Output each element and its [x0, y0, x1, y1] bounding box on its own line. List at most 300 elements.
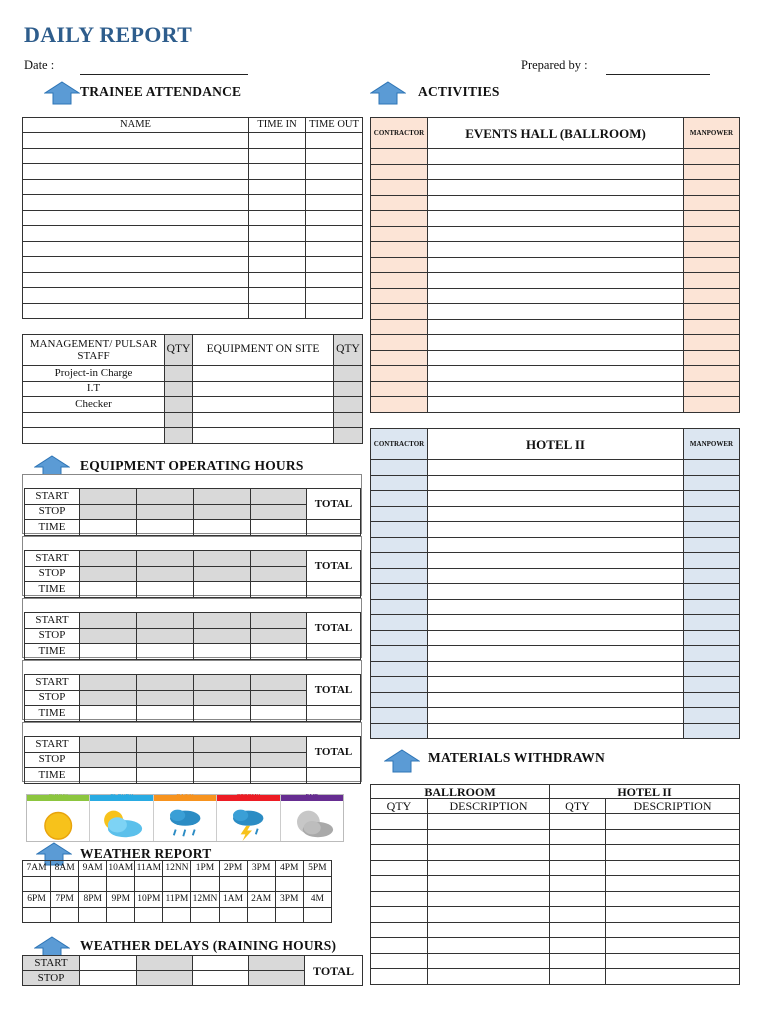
entry-cell[interactable]	[23, 288, 249, 304]
hour-cell[interactable]	[193, 956, 249, 971]
manpower-cell[interactable]	[684, 164, 740, 180]
entry-cell[interactable]	[249, 288, 306, 304]
equipment-cell[interactable]	[193, 428, 334, 444]
weather-entry-cell[interactable]	[219, 908, 247, 923]
material-entry-cell[interactable]	[550, 922, 606, 938]
hour-cell[interactable]	[137, 628, 194, 644]
activity-cell[interactable]	[428, 506, 684, 522]
hour-cell[interactable]	[251, 520, 307, 536]
activity-cell[interactable]	[428, 475, 684, 491]
contractor-cell[interactable]	[371, 630, 428, 646]
qty-cell[interactable]	[165, 412, 193, 428]
hour-cell[interactable]	[80, 644, 137, 660]
activity-cell[interactable]	[428, 630, 684, 646]
entry-cell[interactable]	[249, 272, 306, 288]
contractor-cell[interactable]	[371, 397, 428, 413]
manpower-cell[interactable]	[684, 630, 740, 646]
hour-cell[interactable]	[194, 752, 251, 768]
hour-cell[interactable]	[251, 752, 307, 768]
material-entry-cell[interactable]	[371, 922, 428, 938]
material-entry-cell[interactable]	[371, 845, 428, 861]
manpower-cell[interactable]	[684, 242, 740, 258]
manpower-cell[interactable]	[684, 335, 740, 351]
material-entry-cell[interactable]	[428, 891, 550, 907]
manpower-cell[interactable]	[684, 692, 740, 708]
manpower-cell[interactable]	[684, 381, 740, 397]
material-entry-cell[interactable]	[428, 814, 550, 830]
hour-cell[interactable]	[194, 613, 251, 629]
manpower-cell[interactable]	[684, 537, 740, 553]
contractor-cell[interactable]	[371, 350, 428, 366]
hour-cell[interactable]	[251, 504, 307, 520]
entry-cell[interactable]	[306, 241, 363, 257]
hour-cell[interactable]	[137, 690, 194, 706]
contractor-cell[interactable]	[371, 211, 428, 227]
contractor-cell[interactable]	[371, 180, 428, 196]
hour-cell[interactable]	[251, 644, 307, 660]
contractor-cell[interactable]	[371, 692, 428, 708]
material-entry-cell[interactable]	[371, 814, 428, 830]
weather-entry-cell[interactable]	[275, 877, 303, 892]
activity-cell[interactable]	[428, 397, 684, 413]
contractor-cell[interactable]	[371, 553, 428, 569]
hour-cell[interactable]	[137, 520, 194, 536]
weather-entry-cell[interactable]	[51, 908, 79, 923]
hour-cell[interactable]	[193, 971, 249, 986]
hour-cell[interactable]	[80, 690, 137, 706]
activity-cell[interactable]	[428, 242, 684, 258]
activity-cell[interactable]	[428, 180, 684, 196]
hour-cell[interactable]	[194, 706, 251, 722]
entry-cell[interactable]	[306, 195, 363, 211]
material-entry-cell[interactable]	[606, 876, 740, 892]
material-entry-cell[interactable]	[550, 938, 606, 954]
entry-cell[interactable]	[249, 164, 306, 180]
material-entry-cell[interactable]	[606, 860, 740, 876]
manpower-cell[interactable]	[684, 319, 740, 335]
manpower-cell[interactable]	[684, 646, 740, 662]
activity-cell[interactable]	[428, 288, 684, 304]
activity-cell[interactable]	[428, 257, 684, 273]
entry-cell[interactable]	[23, 148, 249, 164]
activity-cell[interactable]	[428, 319, 684, 335]
material-entry-cell[interactable]	[550, 969, 606, 985]
weather-entry-cell[interactable]	[219, 877, 247, 892]
activity-cell[interactable]	[428, 226, 684, 242]
manpower-cell[interactable]	[684, 149, 740, 165]
material-entry-cell[interactable]	[428, 860, 550, 876]
contractor-cell[interactable]	[371, 599, 428, 615]
hour-cell[interactable]	[137, 582, 194, 598]
hour-cell[interactable]	[137, 675, 194, 691]
hour-cell[interactable]	[137, 752, 194, 768]
hour-cell[interactable]	[251, 489, 307, 505]
material-entry-cell[interactable]	[606, 891, 740, 907]
material-entry-cell[interactable]	[550, 953, 606, 969]
manpower-cell[interactable]	[684, 708, 740, 724]
entry-cell[interactable]	[23, 241, 249, 257]
contractor-cell[interactable]	[371, 661, 428, 677]
hour-cell[interactable]	[80, 752, 137, 768]
hour-cell[interactable]	[80, 956, 137, 971]
table-row	[371, 630, 740, 646]
hour-cell[interactable]	[80, 566, 137, 582]
hour-cell[interactable]	[249, 956, 305, 971]
weather-entry-cell[interactable]	[79, 908, 107, 923]
contractor-cell[interactable]	[371, 491, 428, 507]
material-entry-cell[interactable]	[371, 969, 428, 985]
contractor-cell[interactable]	[371, 475, 428, 491]
weather-entry-cell[interactable]	[191, 877, 219, 892]
total-cell[interactable]	[307, 768, 361, 784]
contractor-cell[interactable]	[371, 522, 428, 538]
hour-cell[interactable]	[137, 551, 194, 567]
material-entry-cell[interactable]	[428, 969, 550, 985]
hour-cell[interactable]	[251, 706, 307, 722]
contractor-cell[interactable]	[371, 615, 428, 631]
material-entry-cell[interactable]	[550, 845, 606, 861]
entry-cell[interactable]	[23, 303, 249, 319]
contractor-cell[interactable]	[371, 584, 428, 600]
manpower-cell[interactable]	[684, 553, 740, 569]
entry-cell[interactable]	[23, 179, 249, 195]
material-entry-cell[interactable]	[371, 876, 428, 892]
hour-cell[interactable]	[80, 737, 137, 753]
material-entry-cell[interactable]	[371, 907, 428, 923]
manpower-cell[interactable]	[684, 723, 740, 739]
hour-cell[interactable]	[194, 520, 251, 536]
contractor-cell[interactable]	[371, 273, 428, 289]
contractor-cell[interactable]	[371, 366, 428, 382]
weather-entry-cell[interactable]	[79, 877, 107, 892]
material-entry-cell[interactable]	[550, 891, 606, 907]
activity-cell[interactable]	[428, 195, 684, 211]
hour-cell[interactable]	[194, 489, 251, 505]
equipment-cell[interactable]	[193, 381, 334, 397]
activity-cell[interactable]	[428, 615, 684, 631]
entry-cell[interactable]	[249, 133, 306, 149]
entry-cell[interactable]	[249, 148, 306, 164]
material-entry-cell[interactable]	[371, 938, 428, 954]
entry-cell[interactable]	[23, 257, 249, 273]
hour-cell[interactable]	[194, 644, 251, 660]
hour-cell[interactable]	[251, 551, 307, 567]
equipment-cell[interactable]	[193, 412, 334, 428]
entry-cell[interactable]	[249, 303, 306, 319]
hour-cell[interactable]	[80, 582, 137, 598]
contractor-cell[interactable]	[371, 319, 428, 335]
manpower-cell[interactable]	[684, 599, 740, 615]
activity-cell[interactable]	[428, 661, 684, 677]
table-row	[371, 491, 740, 507]
material-entry-cell[interactable]	[606, 938, 740, 954]
hour-cell[interactable]	[137, 706, 194, 722]
activity-cell[interactable]	[428, 537, 684, 553]
weather-entry-cell[interactable]	[303, 877, 331, 892]
contractor-cell[interactable]	[371, 242, 428, 258]
hour-cell[interactable]	[194, 628, 251, 644]
activity-cell[interactable]	[428, 646, 684, 662]
hour-cell[interactable]	[137, 768, 194, 784]
hour-cell[interactable]	[137, 489, 194, 505]
weather-entry-cell[interactable]	[51, 877, 79, 892]
manpower-cell[interactable]	[684, 491, 740, 507]
entry-cell[interactable]	[249, 179, 306, 195]
activity-cell[interactable]	[428, 708, 684, 724]
manpower-cell[interactable]	[684, 273, 740, 289]
entry-cell[interactable]	[249, 226, 306, 242]
material-entry-cell[interactable]	[606, 845, 740, 861]
activity-cell[interactable]	[428, 164, 684, 180]
entry-cell[interactable]	[249, 195, 306, 211]
entry-cell[interactable]	[249, 210, 306, 226]
contractor-cell[interactable]	[371, 537, 428, 553]
qty-cell[interactable]	[165, 366, 193, 382]
hour-cell[interactable]	[194, 690, 251, 706]
contractor-cell[interactable]	[371, 646, 428, 662]
entry-cell[interactable]	[306, 148, 363, 164]
entry-cell[interactable]	[249, 241, 306, 257]
entry-cell[interactable]	[306, 133, 363, 149]
hour-cell[interactable]	[137, 956, 193, 971]
contractor-cell[interactable]	[371, 149, 428, 165]
material-entry-cell[interactable]	[371, 891, 428, 907]
qty-cell[interactable]	[165, 381, 193, 397]
weather-entry-cell[interactable]	[23, 908, 51, 923]
total-cell[interactable]	[307, 520, 361, 536]
hour-cell[interactable]	[80, 628, 137, 644]
hour-cell[interactable]	[80, 971, 137, 986]
hour-cell[interactable]	[249, 971, 305, 986]
material-entry-cell[interactable]	[550, 829, 606, 845]
material-entry-cell[interactable]	[428, 876, 550, 892]
equipment-cell[interactable]	[193, 366, 334, 382]
hour-cell[interactable]	[194, 675, 251, 691]
material-entry-cell[interactable]	[550, 814, 606, 830]
hour-cell[interactable]	[137, 566, 194, 582]
material-entry-cell[interactable]	[606, 814, 740, 830]
material-entry-cell[interactable]	[428, 953, 550, 969]
weather-entry-cell[interactable]	[275, 908, 303, 923]
hour-cell[interactable]	[137, 613, 194, 629]
hour-cell[interactable]	[251, 613, 307, 629]
total-cell[interactable]	[307, 706, 361, 722]
manpower-cell[interactable]	[684, 195, 740, 211]
manpower-cell[interactable]	[684, 397, 740, 413]
activity-cell[interactable]	[428, 568, 684, 584]
contractor-cell[interactable]	[371, 195, 428, 211]
contractor-cell[interactable]	[371, 506, 428, 522]
hour-cell[interactable]	[80, 504, 137, 520]
contractor-cell[interactable]	[371, 257, 428, 273]
manpower-cell[interactable]	[684, 288, 740, 304]
qty-cell[interactable]	[334, 397, 363, 413]
contractor-cell[interactable]	[371, 723, 428, 739]
contractor-cell[interactable]	[371, 288, 428, 304]
manpower-cell[interactable]	[684, 211, 740, 227]
hour-cell[interactable]	[137, 644, 194, 660]
material-entry-cell[interactable]	[550, 860, 606, 876]
total-cell[interactable]	[307, 644, 361, 660]
activity-cell[interactable]	[428, 692, 684, 708]
activity-cell[interactable]	[428, 553, 684, 569]
hour-cell[interactable]	[194, 566, 251, 582]
contractor-cell[interactable]	[371, 164, 428, 180]
hour-cell[interactable]	[251, 582, 307, 598]
hour-cell[interactable]	[80, 489, 137, 505]
activity-cell[interactable]	[428, 335, 684, 351]
material-entry-cell[interactable]	[606, 829, 740, 845]
hour-cell[interactable]	[251, 768, 307, 784]
contractor-cell[interactable]	[371, 304, 428, 320]
manpower-cell[interactable]	[684, 677, 740, 693]
manpower-cell[interactable]	[684, 475, 740, 491]
manpower-cell[interactable]	[684, 350, 740, 366]
qty-cell[interactable]	[165, 428, 193, 444]
hour-cell[interactable]	[251, 737, 307, 753]
entry-cell[interactable]	[306, 226, 363, 242]
weather-entry-cell[interactable]	[247, 908, 275, 923]
hour-cell[interactable]	[251, 628, 307, 644]
activity-cell[interactable]	[428, 460, 684, 476]
material-entry-cell[interactable]	[550, 876, 606, 892]
material-entry-cell[interactable]	[606, 922, 740, 938]
weather-entry-cell[interactable]	[191, 908, 219, 923]
activity-cell[interactable]	[428, 273, 684, 289]
material-entry-cell[interactable]	[428, 829, 550, 845]
entry-cell[interactable]	[23, 195, 249, 211]
entry-cell[interactable]	[23, 210, 249, 226]
entry-cell[interactable]	[249, 257, 306, 273]
hour-cell[interactable]	[80, 520, 137, 536]
hour-cell[interactable]	[194, 737, 251, 753]
entry-cell[interactable]	[23, 226, 249, 242]
entry-cell[interactable]	[306, 210, 363, 226]
hour-cell[interactable]	[194, 504, 251, 520]
activity-cell[interactable]	[428, 491, 684, 507]
hour-cell[interactable]	[194, 582, 251, 598]
manpower-cell[interactable]	[684, 180, 740, 196]
material-entry-cell[interactable]	[371, 860, 428, 876]
weather-entry-cell[interactable]	[163, 908, 191, 923]
manpower-cell[interactable]	[684, 568, 740, 584]
weather-entry-cell[interactable]	[135, 877, 163, 892]
hour-cell[interactable]	[194, 768, 251, 784]
activity-cell[interactable]	[428, 599, 684, 615]
equipment-cell[interactable]	[193, 397, 334, 413]
hour-cell[interactable]	[194, 551, 251, 567]
contractor-cell[interactable]	[371, 381, 428, 397]
material-entry-cell[interactable]	[606, 907, 740, 923]
entry-cell[interactable]	[23, 272, 249, 288]
hour-cell[interactable]	[80, 675, 137, 691]
hour-cell[interactable]	[137, 971, 193, 986]
activity-cell[interactable]	[428, 304, 684, 320]
material-entry-cell[interactable]	[428, 907, 550, 923]
entry-cell[interactable]	[306, 288, 363, 304]
manpower-cell[interactable]	[684, 615, 740, 631]
manpower-cell[interactable]	[684, 226, 740, 242]
hour-cell[interactable]	[137, 737, 194, 753]
contractor-cell[interactable]	[371, 460, 428, 476]
contractor-cell[interactable]	[371, 335, 428, 351]
manpower-cell[interactable]	[684, 460, 740, 476]
hour-cell[interactable]	[80, 551, 137, 567]
manpower-cell[interactable]	[684, 304, 740, 320]
manpower-cell[interactable]	[684, 506, 740, 522]
weather-entry-cell[interactable]	[23, 877, 51, 892]
contractor-cell[interactable]	[371, 568, 428, 584]
prepared-by-field[interactable]	[606, 74, 710, 75]
weather-entry-cell[interactable]	[107, 908, 135, 923]
manpower-cell[interactable]	[684, 522, 740, 538]
weather-option-rainy	[154, 795, 217, 841]
activity-cell[interactable]	[428, 522, 684, 538]
entry-cell[interactable]	[306, 272, 363, 288]
entry-cell[interactable]	[306, 257, 363, 273]
contractor-cell[interactable]	[371, 226, 428, 242]
activity-cell[interactable]	[428, 211, 684, 227]
material-entry-cell[interactable]	[428, 922, 550, 938]
total-cell[interactable]	[307, 582, 361, 598]
weather-entry-cell[interactable]	[107, 877, 135, 892]
material-entry-cell[interactable]	[550, 907, 606, 923]
weather-entry-cell[interactable]	[163, 877, 191, 892]
material-entry-cell[interactable]	[606, 953, 740, 969]
qty-cell[interactable]	[334, 412, 363, 428]
hour-cell[interactable]	[137, 504, 194, 520]
date-field[interactable]	[80, 74, 248, 75]
manpower-cell[interactable]	[684, 584, 740, 600]
entry-cell[interactable]	[23, 164, 249, 180]
qty-cell[interactable]	[334, 428, 363, 444]
weather-entry-cell[interactable]	[303, 908, 331, 923]
manpower-cell[interactable]	[684, 661, 740, 677]
material-entry-cell[interactable]	[371, 829, 428, 845]
qty-cell[interactable]	[334, 366, 363, 382]
contractor-cell[interactable]	[371, 677, 428, 693]
hour-cell[interactable]	[80, 768, 137, 784]
entry-cell[interactable]	[306, 179, 363, 195]
manpower-cell[interactable]	[684, 366, 740, 382]
entry-cell[interactable]	[23, 133, 249, 149]
activity-cell[interactable]	[428, 677, 684, 693]
material-entry-cell[interactable]	[428, 938, 550, 954]
hour-cell[interactable]	[80, 613, 137, 629]
weather-entry-cell[interactable]	[135, 908, 163, 923]
material-entry-cell[interactable]	[371, 953, 428, 969]
entry-cell[interactable]	[306, 303, 363, 319]
hour-cell[interactable]	[251, 690, 307, 706]
entry-cell[interactable]	[306, 164, 363, 180]
weather-entry-cell[interactable]	[247, 877, 275, 892]
activity-cell[interactable]	[428, 350, 684, 366]
activity-cell[interactable]	[428, 723, 684, 739]
contractor-cell[interactable]	[371, 708, 428, 724]
activity-cell[interactable]	[428, 584, 684, 600]
hour-cell[interactable]	[80, 706, 137, 722]
activity-cell[interactable]	[428, 149, 684, 165]
hour-cell[interactable]	[251, 675, 307, 691]
material-entry-cell[interactable]	[606, 969, 740, 985]
material-entry-cell[interactable]	[428, 845, 550, 861]
qty-cell[interactable]	[165, 397, 193, 413]
qty-cell[interactable]	[334, 381, 363, 397]
activity-cell[interactable]	[428, 381, 684, 397]
hour-cell[interactable]	[251, 566, 307, 582]
manpower-cell[interactable]	[684, 257, 740, 273]
activity-cell[interactable]	[428, 366, 684, 382]
